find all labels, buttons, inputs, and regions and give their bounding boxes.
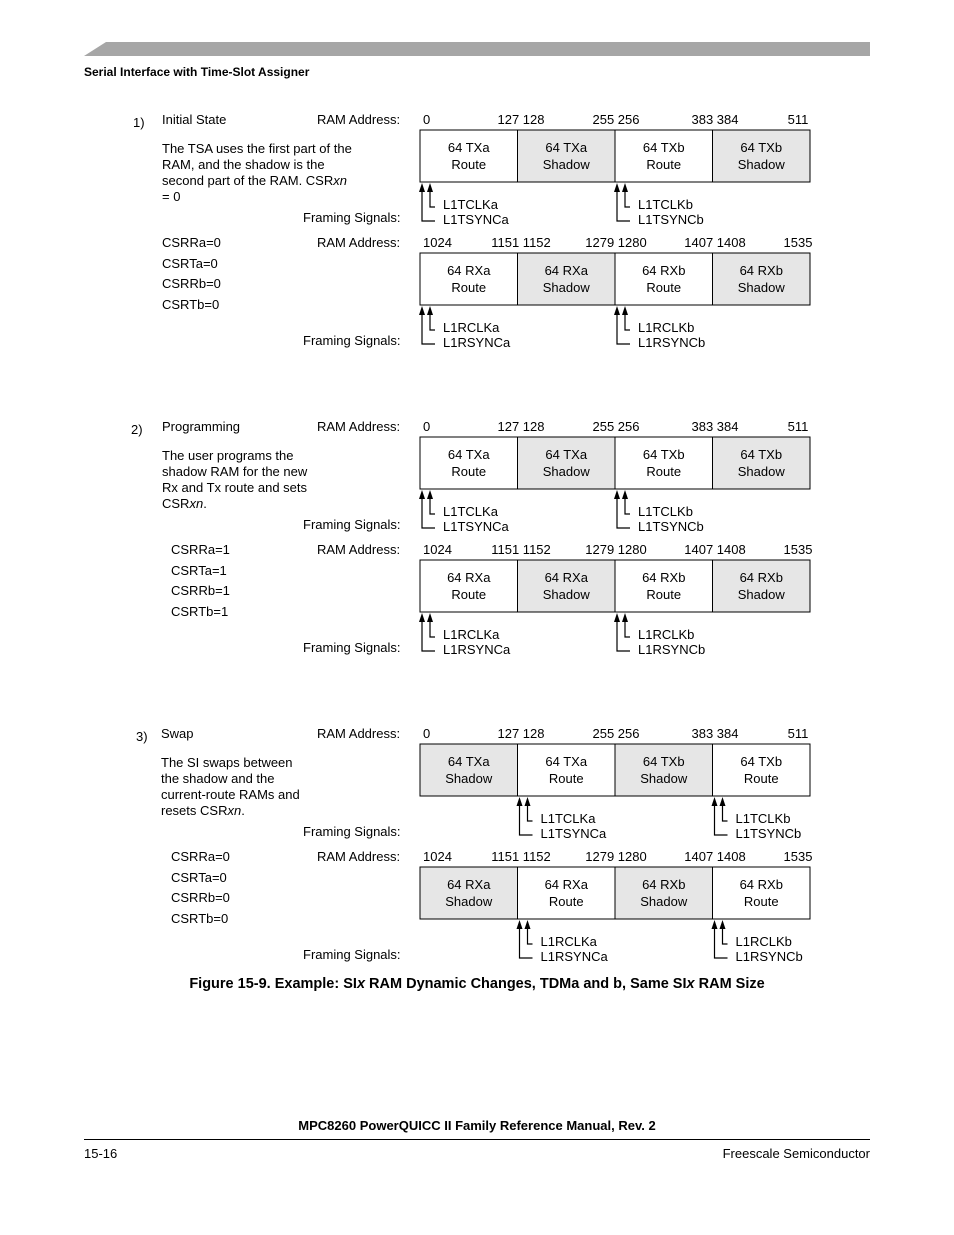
caption-var: x xyxy=(686,976,695,992)
arrowhead xyxy=(622,183,628,192)
ram-cell-line2: Shadow xyxy=(542,464,590,479)
description-part: . xyxy=(241,803,245,818)
framing-signals-label: Framing Signals: xyxy=(303,947,401,962)
ram-diagram xyxy=(0,112,954,362)
ram-cell-line1: 64 RXa xyxy=(447,570,491,585)
address-range-label: 0 xyxy=(423,112,431,127)
arrowhead xyxy=(525,920,531,929)
framing-signal-name: L1RSYNCb xyxy=(638,642,706,657)
csr-value: CSRTb=0 xyxy=(162,296,220,312)
ram-cell xyxy=(615,437,713,489)
address-range-label: 1024 xyxy=(423,849,452,864)
ram-cell-line2: Route xyxy=(451,157,487,172)
description-part: The user programs the shadow RAM for the new Rx and Tx route and sets CSR xyxy=(162,448,308,511)
arrowhead xyxy=(622,490,628,499)
framing-signal-name: L1TSYNCb xyxy=(735,826,802,841)
header-bar xyxy=(0,0,954,60)
framing-signal-name: L1TSYNCa xyxy=(443,519,509,534)
manual-title: MPC8260 PowerQUICC II Family Reference Manual, Rev. 2 xyxy=(298,1118,656,1133)
framing-signal-name: L1TCLKb xyxy=(638,197,693,212)
ram-cell-line2: Route xyxy=(451,464,487,479)
clock-arrow-tail xyxy=(617,329,630,344)
framing-signal-name: L1RSYNCa xyxy=(443,335,511,350)
ram-cell-line1: 64 TXb xyxy=(740,754,783,769)
address-range-label: 1407 1408 xyxy=(684,542,746,557)
framing-signal-name: L1RCLKa xyxy=(443,320,500,335)
csr-value: CSRRb=0 xyxy=(171,890,230,905)
ram-cell xyxy=(518,253,616,305)
framing-signal-name: L1TCLKb xyxy=(735,811,791,826)
address-range-label: 383 384 xyxy=(691,726,739,741)
ram-cell xyxy=(518,744,616,796)
panel-title: Initial State xyxy=(162,112,227,127)
sync-arrow xyxy=(430,314,435,330)
ram-cell-line2: Shadow xyxy=(445,894,493,909)
ram-cell-line2: Shadow xyxy=(737,587,785,602)
ram-cell-line2: Route xyxy=(451,587,487,602)
address-range-label: 1535 xyxy=(783,235,813,250)
framing-signal-name: L1RSYNCa xyxy=(540,949,608,964)
sync-arrow xyxy=(430,498,435,514)
ram-cell-line1: 64 TXa xyxy=(447,754,490,769)
framing-signals-label: Framing Signals: xyxy=(303,333,401,348)
ram-cell-line2: Route xyxy=(451,280,487,295)
address-range-label: 1535 xyxy=(783,849,813,864)
framing-signal-name: L1RSYNCa xyxy=(443,642,511,657)
header-bar-shape xyxy=(84,42,870,56)
framing-signal-name: L1TCLKa xyxy=(443,504,498,519)
clock-arrow-tail xyxy=(520,943,533,958)
sync-arrow xyxy=(625,191,630,207)
arrowhead xyxy=(614,306,620,315)
panel-title: Swap xyxy=(161,726,194,741)
arrowhead xyxy=(427,613,433,622)
caption-part: RAM Dynamic Changes, TDMa and b, Same SI xyxy=(365,976,687,992)
address-range-label: 1151 1152 xyxy=(491,235,551,250)
panel-number: 1) xyxy=(133,115,145,130)
description-var: xn xyxy=(333,173,347,188)
ram-address-label: RAM Address: xyxy=(317,235,401,250)
framing-signal-name: L1RCLKb xyxy=(638,627,695,642)
ram-cell-line2: Shadow xyxy=(737,280,785,295)
ram-cell xyxy=(518,560,616,612)
ram-cell xyxy=(420,560,518,612)
address-range-label: 511 xyxy=(787,112,809,127)
page-number: 15-16 xyxy=(84,1146,118,1161)
csr-value: CSRTb=1 xyxy=(171,603,229,619)
arrowhead xyxy=(712,920,718,929)
panel-number: 2) xyxy=(131,422,143,437)
section-title: Serial Interface with Time-Slot Assigner xyxy=(84,65,310,79)
arrowhead xyxy=(419,613,425,622)
description-var: xn xyxy=(189,496,204,511)
framing-signal-name: L1TSYNCb xyxy=(638,212,704,227)
framing-signal-name: L1RCLKb xyxy=(735,934,792,949)
ram-cell-line1: 64 RXa xyxy=(544,263,588,278)
ram-cell-line2: Shadow xyxy=(640,771,688,786)
ram-cell xyxy=(713,253,811,305)
description-part: = 0 xyxy=(162,189,181,204)
arrowhead xyxy=(419,183,425,192)
ram-cell xyxy=(615,867,713,919)
ram-cell xyxy=(420,130,518,182)
ram-address-label: RAM Address: xyxy=(317,849,401,864)
framing-signal-name: L1RSYNCb xyxy=(638,335,706,350)
ram-cell xyxy=(713,867,811,919)
framing-signal-name: L1RCLKb xyxy=(638,320,695,335)
ram-cell-line2: Route xyxy=(646,464,682,479)
ram-cell xyxy=(518,867,616,919)
sync-arrow xyxy=(625,621,630,637)
description-var: xn xyxy=(227,803,242,818)
framing-signal-name: L1RSYNCb xyxy=(735,949,803,964)
framing-signals-label: Framing Signals: xyxy=(303,517,401,532)
ram-address-label: RAM Address: xyxy=(317,112,401,127)
framing-signal-name: L1RCLKa xyxy=(443,627,500,642)
framing-signal-name: L1TSYNCa xyxy=(540,826,607,841)
ram-cell-line1: 64 TXa xyxy=(447,140,490,155)
ram-cell-line2: Route xyxy=(646,157,682,172)
ram-cell xyxy=(615,560,713,612)
csr-value: CSRTa=0 xyxy=(162,255,218,271)
arrowhead xyxy=(427,183,433,192)
ram-cell xyxy=(713,744,811,796)
sync-arrow xyxy=(625,314,630,330)
csr-value: CSRRa=1 xyxy=(171,542,230,557)
arrowhead xyxy=(419,306,425,315)
csr-value: CSRRb=1 xyxy=(171,583,230,598)
ram-address-label: RAM Address: xyxy=(317,419,401,434)
ram-cell-line2: Route xyxy=(548,894,584,909)
address-range-label: 511 xyxy=(787,726,809,741)
arrowhead xyxy=(720,797,726,806)
sync-arrow xyxy=(430,191,435,207)
address-range-label: 1407 1408 xyxy=(684,849,746,864)
address-range-label: 511 xyxy=(787,419,809,434)
panel-number: 3) xyxy=(136,729,148,744)
ram-cell-line2: Shadow xyxy=(542,587,590,602)
arrowhead xyxy=(517,920,523,929)
framing-signal-name: L1TCLKb xyxy=(638,504,693,519)
sync-arrow xyxy=(723,928,728,944)
ram-cell-line1: 64 TXa xyxy=(545,140,588,155)
ram-cell-line2: Route xyxy=(743,894,779,909)
vendor-name: Freescale Semiconductor xyxy=(722,1146,870,1161)
ram-cell-line2: Shadow xyxy=(737,157,785,172)
sync-arrow xyxy=(625,498,630,514)
ram-cell-line2: Shadow xyxy=(542,157,590,172)
arrowhead xyxy=(622,613,628,622)
ram-diagram xyxy=(0,726,954,976)
ram-cell xyxy=(713,130,811,182)
ram-cell xyxy=(615,744,713,796)
address-range-label: 1279 1280 xyxy=(585,849,647,864)
framing-signal-name: L1TCLKa xyxy=(540,811,596,826)
ram-cell xyxy=(713,437,811,489)
address-range-label: 1279 1280 xyxy=(585,235,647,250)
address-range-label: 255 256 xyxy=(592,726,640,741)
caption-part: RAM Size xyxy=(694,976,765,992)
clock-arrow-tail xyxy=(422,636,435,651)
sync-arrow xyxy=(528,928,533,944)
ram-cell-line1: 64 RXa xyxy=(447,263,491,278)
ram-cell-line2: Shadow xyxy=(737,464,785,479)
arrowhead xyxy=(419,490,425,499)
csr-value: CSRTa=1 xyxy=(171,562,227,578)
csr-value: CSRRa=0 xyxy=(171,849,230,864)
ram-cell-line1: 64 RXb xyxy=(739,877,783,892)
footer-divider xyxy=(84,1139,870,1140)
clock-arrow-tail xyxy=(715,943,728,958)
clock-arrow-tail xyxy=(422,329,435,344)
framing-signal-name: L1TSYNCb xyxy=(638,519,704,534)
address-range-label: 383 384 xyxy=(691,419,739,434)
framing-signals-label: Framing Signals: xyxy=(303,640,401,655)
address-range-label: 127 128 xyxy=(497,726,545,741)
clock-arrow-tail xyxy=(617,636,630,651)
arrowhead xyxy=(614,490,620,499)
address-range-label: 127 128 xyxy=(497,112,545,127)
address-range-label: 1151 1152 xyxy=(491,542,551,557)
ram-cell xyxy=(518,130,616,182)
ram-cell-line1: 64 RXb xyxy=(642,570,686,585)
ram-cell-line1: 64 TXb xyxy=(642,140,685,155)
ram-diagram xyxy=(0,419,954,669)
ram-cell-line1: 64 TXb xyxy=(642,754,685,769)
ram-cell-line2: Shadow xyxy=(640,894,688,909)
address-range-label: 1407 1408 xyxy=(684,235,746,250)
clock-arrow-tail xyxy=(715,820,728,835)
clock-arrow-tail xyxy=(422,513,435,528)
ram-cell-line1: 64 RXb xyxy=(739,570,783,585)
ram-cell xyxy=(420,253,518,305)
sync-arrow xyxy=(528,805,533,821)
ram-cell xyxy=(420,744,518,796)
arrowhead xyxy=(427,306,433,315)
address-range-label: 1535 xyxy=(783,542,813,557)
ram-cell-line1: 64 RXa xyxy=(447,877,491,892)
arrowhead xyxy=(614,613,620,622)
address-range-label: 1151 1152 xyxy=(491,849,551,864)
clock-arrow-tail xyxy=(617,513,630,528)
arrowhead xyxy=(720,920,726,929)
address-range-label: 0 xyxy=(423,726,431,741)
ram-cell-line1: 64 RXb xyxy=(739,263,783,278)
description-part: The SI swaps between the shadow and the current-route RAMs and resets CSR xyxy=(161,755,300,818)
address-range-label: 1024 xyxy=(423,235,452,250)
ram-cell xyxy=(420,867,518,919)
ram-cell-line2: Shadow xyxy=(542,280,590,295)
caption-part: Figure 15-9. Example: SI xyxy=(189,976,357,992)
arrowhead xyxy=(517,797,523,806)
ram-cell-line2: Route xyxy=(548,771,584,786)
clock-arrow-tail xyxy=(617,206,630,221)
framing-signal-name: L1TCLKa xyxy=(443,197,498,212)
ram-cell-line1: 64 TXb xyxy=(740,140,783,155)
ram-cell xyxy=(615,130,713,182)
ram-cell-line1: 64 TXb xyxy=(642,447,685,462)
address-range-label: 255 256 xyxy=(592,419,640,434)
sync-arrow xyxy=(723,805,728,821)
ram-cell-line1: 64 TXa xyxy=(447,447,490,462)
ram-cell-line1: 64 TXa xyxy=(545,754,588,769)
address-range-label: 127 128 xyxy=(497,419,545,434)
ram-cell xyxy=(713,560,811,612)
address-range-label: 255 256 xyxy=(592,112,640,127)
panel-title: Programming xyxy=(162,419,241,434)
ram-cell-line2: Shadow xyxy=(445,771,493,786)
ram-cell xyxy=(615,253,713,305)
framing-signals-label: Framing Signals: xyxy=(303,210,401,225)
caption-var: x xyxy=(356,976,366,992)
address-range-label: 383 384 xyxy=(691,112,739,127)
ram-cell-line1: 64 RXa xyxy=(544,877,588,892)
arrowhead xyxy=(712,797,718,806)
framing-signal-name: L1TSYNCa xyxy=(443,212,509,227)
csr-value: CSRRa=0 xyxy=(162,235,221,250)
arrowhead xyxy=(427,490,433,499)
figure-caption xyxy=(0,976,954,992)
csr-value: CSRTb=0 xyxy=(171,910,229,926)
sync-arrow xyxy=(430,621,435,637)
arrowhead xyxy=(614,183,620,192)
ram-cell-line2: Route xyxy=(743,771,779,786)
ram-cell-line1: 64 RXb xyxy=(642,877,686,892)
address-range-label: 1024 xyxy=(423,542,452,557)
ram-cell xyxy=(420,437,518,489)
ram-address-label: RAM Address: xyxy=(317,726,401,741)
address-range-label: 0 xyxy=(423,419,431,434)
ram-cell-line2: Route xyxy=(646,587,682,602)
description-part: The TSA uses the first part of the RAM, and the shadow is the second part of the RAM. CSR xyxy=(162,141,352,188)
arrowhead xyxy=(525,797,531,806)
arrowhead xyxy=(622,306,628,315)
csr-value: CSRTa=0 xyxy=(171,869,227,885)
ram-cell-line2: Route xyxy=(646,280,682,295)
ram-cell-line1: 64 TXa xyxy=(545,447,588,462)
ram-cell-line1: 64 TXb xyxy=(740,447,783,462)
address-range-label: 1279 1280 xyxy=(585,542,647,557)
csr-value: CSRRb=0 xyxy=(162,276,221,291)
ram-cell xyxy=(518,437,616,489)
framing-signal-name: L1RCLKa xyxy=(540,934,597,949)
ram-cell-line1: 64 RXb xyxy=(642,263,686,278)
ram-address-label: RAM Address: xyxy=(317,542,401,557)
clock-arrow-tail xyxy=(422,206,435,221)
framing-signals-label: Framing Signals: xyxy=(303,824,401,839)
description-part: . xyxy=(203,496,207,511)
clock-arrow-tail xyxy=(520,820,533,835)
ram-cell-line1: 64 RXa xyxy=(544,570,588,585)
